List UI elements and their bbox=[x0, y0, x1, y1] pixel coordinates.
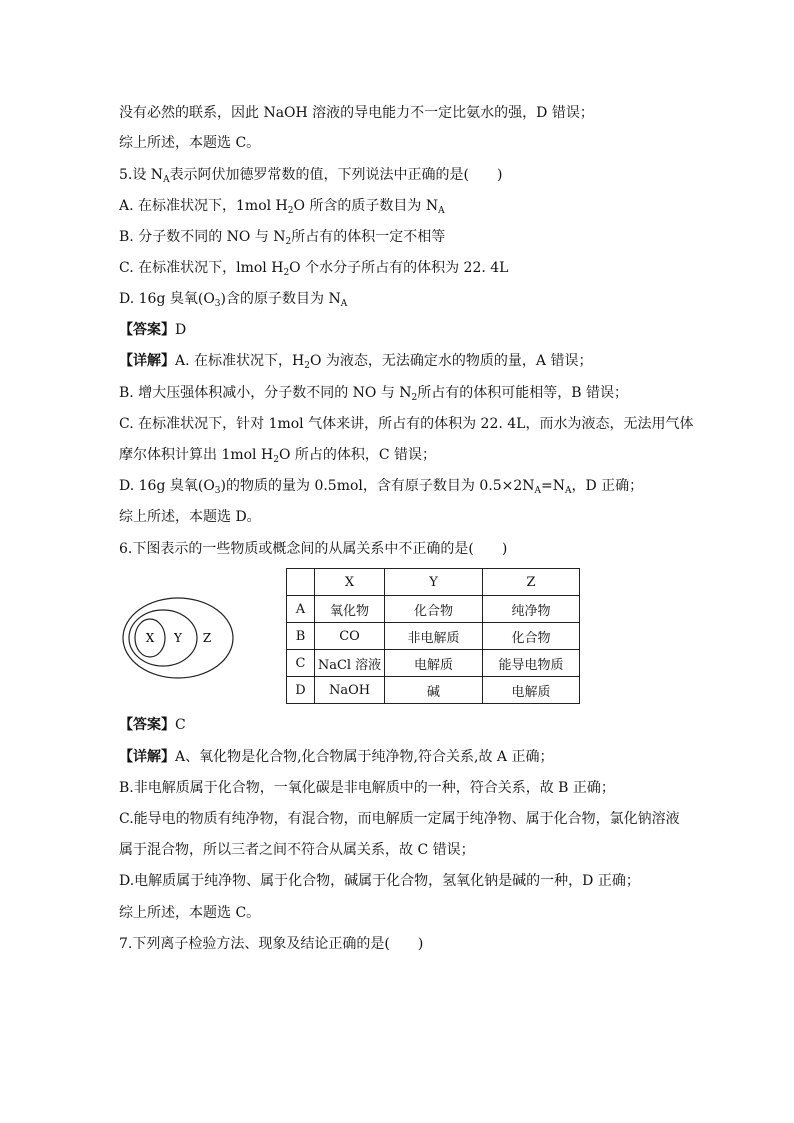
table-cell: 非电解质 bbox=[385, 623, 483, 650]
table-cell: X bbox=[315, 569, 385, 596]
table-cell: 能导电物质 bbox=[483, 650, 580, 677]
explanation-line: 【详解】A. 在标准状况下，$H_2O$ 为液态，无法确定水的物质的量，A 错误； bbox=[119, 353, 593, 371]
explanation-line: 【详解】A、氧化物是化合物,化合物属于纯净物,符合关系,故 A 正确； bbox=[119, 749, 554, 765]
venn-label-z: Z bbox=[202, 631, 212, 645]
table-cell: CO bbox=[315, 623, 385, 650]
option-b: B. 分子数不同的 NO 与 $N_2$所占有的体积一定不相等 bbox=[119, 229, 446, 247]
answer-6: 【答案】C bbox=[119, 717, 186, 733]
table-cell: 化合物 bbox=[483, 623, 580, 650]
table-cell: D bbox=[287, 677, 315, 704]
explanation-line: C.能导电的物质有纯净物，有混合物，而电解质一定属于纯净物、属于化合物，氯化钠溶液 bbox=[119, 811, 680, 827]
table-cell: Z bbox=[483, 569, 580, 596]
text-line: 没有必然的联系，因此 NaOH 溶液的导电能力不一定比氨水的强，D 错误； bbox=[119, 105, 594, 121]
venn-label-x: X bbox=[145, 631, 155, 645]
summary-line: 综上所述，本题选 C。 bbox=[119, 905, 261, 921]
text-line: 综上所述，本题选 C。 bbox=[119, 135, 261, 151]
relation-table bbox=[286, 568, 580, 704]
table-row bbox=[287, 677, 580, 704]
explanation-line: B.非电解质属于化合物，一氧化碳是非电解质中的一种，符合关系，故 B 正确； bbox=[119, 780, 615, 796]
table-cell: 纯净物 bbox=[483, 596, 580, 623]
table-cell: 化合物 bbox=[385, 596, 483, 623]
table-cell bbox=[287, 569, 315, 596]
table-cell: B bbox=[287, 623, 315, 650]
table-cell: Y bbox=[385, 569, 483, 596]
table-cell: 碱 bbox=[385, 677, 483, 704]
summary-line: 综上所述，本题选 D。 bbox=[119, 509, 261, 525]
question-7: 7.下列离子检验方法、现象及结论正确的是( ) bbox=[119, 936, 424, 952]
explanation-line: 属于混合物，所以三者之间不符合从属关系，故 C 错误； bbox=[119, 842, 475, 858]
table-row bbox=[287, 650, 580, 677]
answer-5: 【答案】D bbox=[119, 322, 187, 338]
table-cell: NaCl 溶液 bbox=[315, 650, 385, 677]
question-5: 5.设 $N_A$表示阿伏加德罗常数的值，下列说法中正确的是( ) bbox=[119, 167, 503, 185]
explanation-line: C. 在标准状况下，针对 1mol 气体来讲，所占有的体积为 22. 4L，而水为液态，无法用气体 bbox=[119, 416, 694, 432]
option-a: A. 在标准状况下，1mol $H_2O$ 所含的质子数目为 $N_A$ bbox=[119, 198, 445, 216]
explanation-line: D. 16g 臭氧$(O_3)$的物质的量为 0.5mol，含有原子数目为 $0.5\times 2N_A=N_A$，D 正确； bbox=[119, 478, 644, 496]
table-cell: 电解质 bbox=[385, 650, 483, 677]
table-header-row bbox=[287, 569, 580, 596]
middle-ellipse-y bbox=[129, 610, 197, 666]
table-cell: C bbox=[287, 650, 315, 677]
table-cell: A bbox=[287, 596, 315, 623]
table-row bbox=[287, 623, 580, 650]
question-6: 6.下图表示的一些物质或概念间的从属关系中不正确的是( ) bbox=[119, 541, 508, 557]
venn-diagram bbox=[120, 595, 236, 681]
venn-label-y: Y bbox=[174, 631, 182, 645]
option-c: C. 在标准状况下，lmol $H_2O$ 个水分子所占有的体积为 22. 4L bbox=[119, 260, 509, 278]
option-d: D. 16g 臭氧$(O_3)$含的原子数目为 $N_A$ bbox=[119, 291, 348, 309]
explanation-line: B. 增大压强体积减小，分子数不同的 NO 与 $N_2$所占有的体积可能相等，B 错误； bbox=[119, 385, 628, 403]
explanation-line: 摩尔体积计算出 1mol $H_2O$ 所占的体积，C 错误； bbox=[119, 447, 437, 465]
table-row bbox=[287, 596, 580, 623]
table-cell: 电解质 bbox=[483, 677, 580, 704]
table-cell: NaOH bbox=[315, 677, 385, 704]
table-cell: 氧化物 bbox=[315, 596, 385, 623]
explanation-line: D.电解质属于纯净物、属于化合物，碱属于化合物，氢氧化钠是碱的一种，D 正确； bbox=[119, 873, 640, 889]
